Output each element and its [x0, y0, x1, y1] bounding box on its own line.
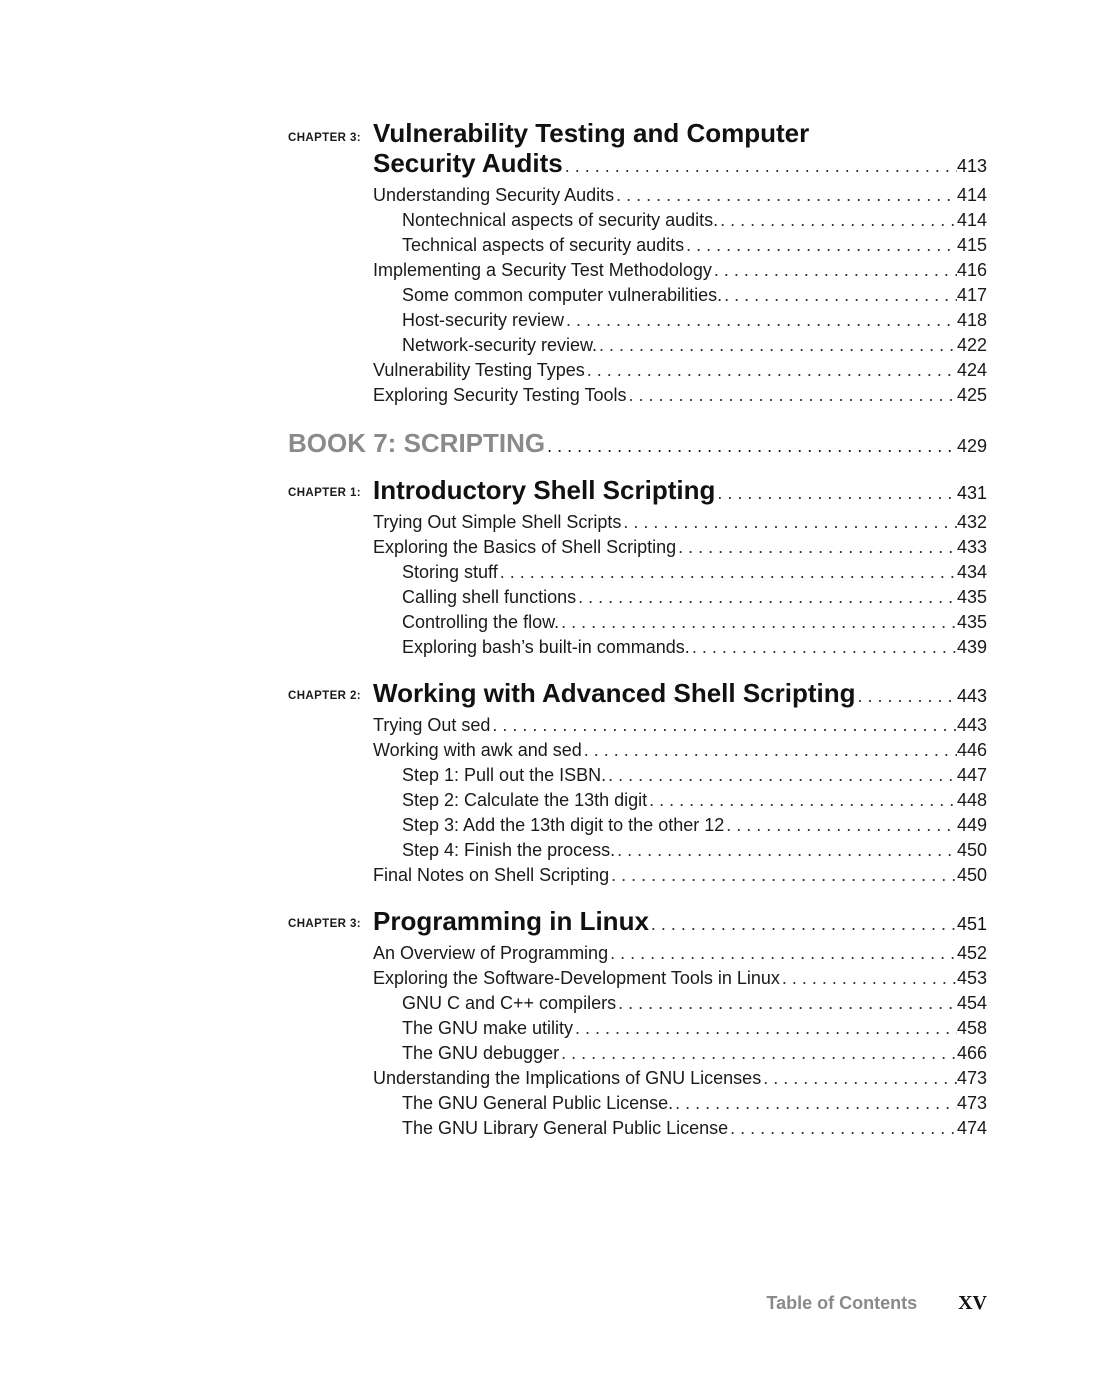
chapter-title-title: Programming in Linux [373, 906, 649, 936]
toc-section-entry[interactable] [373, 535, 987, 560]
chapter-title-page-number: 431 [956, 483, 987, 503]
toc-section-entry-page-number: 452 [956, 943, 987, 963]
toc-section-entry-page-number: 433 [956, 537, 987, 557]
toc-subsection-entry-page-number: 417 [956, 285, 987, 305]
book-heading-page-number: 429 [956, 436, 987, 456]
toc-subsection-entry[interactable] [402, 283, 987, 308]
chapter-title-wrap [373, 118, 987, 181]
dot-leader [498, 560, 957, 585]
toc-subsection-entry-title: The GNU Library General Public License [402, 1118, 729, 1138]
dot-leader [582, 738, 957, 763]
chapter-entries [373, 941, 987, 1141]
dot-leader [626, 383, 956, 408]
dot-leader [616, 991, 957, 1016]
footer-page-number: XV [958, 1292, 987, 1314]
toc-subsection-entry-title: GNU C and C++ compilers [402, 993, 617, 1013]
chapter-title-title: Security Audits [373, 148, 563, 178]
toc-section-entry-title: Trying Out Simple Shell Scripts [373, 512, 622, 532]
toc-subsection-entry-title: Storing stuff [402, 562, 498, 582]
toc-subsection-entry[interactable] [402, 1116, 987, 1141]
toc-subsection-entry[interactable] [402, 991, 987, 1016]
toc-subsection-entry-page-number: 435 [956, 612, 987, 632]
toc-section-entry-title: Vulnerability Testing Types [373, 360, 585, 380]
toc-subsection-entry[interactable] [402, 333, 987, 358]
chapter-label: CHAPTER 2: [288, 690, 362, 702]
dot-leader [673, 1091, 957, 1116]
chapter-entries [373, 183, 987, 408]
chapter-title-title: Introductory Shell Scripting [373, 475, 716, 505]
toc-section-entry[interactable] [373, 383, 987, 408]
toc-subsection-entry[interactable] [402, 610, 987, 635]
toc-section-entry[interactable] [373, 863, 987, 888]
dot-leader [608, 941, 957, 966]
chapter-heading [288, 906, 987, 939]
toc-subsection-entry-title: The GNU General Public License. [402, 1093, 674, 1113]
chapter-heading [288, 118, 987, 181]
toc-section-entry-page-number: 425 [956, 385, 987, 405]
toc-subsection-entry-title: Nontechnical aspects of security audits. [402, 210, 719, 230]
chapter-title[interactable] [373, 678, 987, 711]
chapter-block [288, 678, 987, 888]
dot-leader [573, 1016, 957, 1041]
toc-subsection-entry-title: Technical aspects of security audits [402, 235, 685, 255]
toc-subsection-entry-page-number: 439 [956, 637, 987, 657]
toc-section-entry-title: An Overview of Programming [373, 943, 609, 963]
dot-leader [647, 788, 957, 813]
toc-subsection-entry[interactable] [402, 560, 987, 585]
toc-subsection-entry-page-number: 422 [956, 335, 987, 355]
dot-leader [780, 966, 957, 991]
toc-subsection-entry-title: Step 3: Add the 13th digit to the other 12 [402, 815, 725, 835]
dot-leader [563, 151, 957, 181]
chapter-title[interactable] [373, 906, 987, 939]
chapter-label: CHAPTER 1: [288, 487, 362, 499]
dot-leader [715, 478, 957, 508]
toc-subsection-entry-title: Network-security review. [402, 335, 598, 355]
dot-leader [585, 358, 957, 383]
toc-section-entry-title: Exploring the Software-Development Tools in Linux [373, 968, 780, 988]
dot-leader [609, 863, 957, 888]
dot-leader [684, 233, 957, 258]
toc-subsection-entry[interactable] [402, 233, 987, 258]
dot-leader [676, 535, 957, 560]
toc-subsection-entry-title: The GNU debugger [402, 1043, 560, 1063]
toc-subsection-entry-page-number: 414 [956, 210, 987, 230]
toc-section-entry-page-number: 432 [956, 512, 987, 532]
toc-subsection-entry-title: The GNU make utility [402, 1018, 574, 1038]
book-heading[interactable] [288, 428, 987, 461]
toc-section-entry[interactable] [373, 510, 987, 535]
toc-section-entry-page-number: 424 [956, 360, 987, 380]
chapter-title-wrap [373, 906, 987, 939]
toc-section-entry-page-number: 416 [956, 260, 987, 280]
chapter-title-wrap [373, 678, 987, 711]
toc-section-entry[interactable] [373, 258, 987, 283]
toc-section-entry-title: Implementing a Security Test Methodology [373, 260, 712, 280]
dot-leader [597, 333, 957, 358]
toc-subsection-entry[interactable] [402, 308, 987, 333]
toc-subsection-entry-page-number: 434 [956, 562, 987, 582]
table-of-contents [288, 118, 987, 1159]
toc-section-entry-page-number: 446 [956, 740, 987, 760]
toc-subsection-entry-title: Host-security review [402, 310, 565, 330]
toc-section-entry[interactable] [373, 738, 987, 763]
toc-section-entry-title: Understanding Security Audits [373, 185, 615, 205]
toc-subsection-entry-page-number: 449 [956, 815, 987, 835]
toc-subsection-entry-title: Step 1: Pull out the ISBN. [402, 765, 607, 785]
toc-subsection-entry-page-number: 474 [956, 1118, 987, 1138]
dot-leader [576, 585, 957, 610]
dot-leader [615, 838, 957, 863]
toc-subsection-entry[interactable] [402, 813, 987, 838]
dot-leader [490, 713, 957, 738]
dot-leader [621, 510, 957, 535]
chapter-title[interactable] [373, 475, 987, 508]
toc-subsection-entry-title: Exploring bash’s built-in commands. [402, 637, 690, 657]
dot-leader [856, 681, 957, 711]
chapter-title-line1: Vulnerability Testing and Computer [373, 118, 810, 148]
dot-leader [606, 763, 957, 788]
chapter-block [288, 906, 987, 1141]
toc-section-entry-title: Trying Out sed [373, 715, 491, 735]
dot-leader [722, 283, 957, 308]
chapter-title[interactable] [373, 148, 987, 181]
chapter-title-page-number: 413 [956, 156, 987, 176]
toc-subsection-entry-page-number: 415 [956, 235, 987, 255]
chapter-entries [373, 713, 987, 888]
dot-leader [724, 813, 957, 838]
footer-section-label: Table of Contents [766, 1293, 918, 1313]
toc-subsection-entry-page-number: 418 [956, 310, 987, 330]
dot-leader [718, 208, 957, 233]
page-footer [0, 1292, 987, 1315]
dot-leader [728, 1116, 957, 1141]
dot-leader [559, 610, 957, 635]
toc-section-entry-title: Exploring Security Testing Tools [373, 385, 627, 405]
toc-section-entry-page-number: 473 [956, 1068, 987, 1088]
chapter-label: CHAPTER 3: [288, 132, 362, 144]
toc-section-entry[interactable] [373, 183, 987, 208]
toc-subsection-entry[interactable] [402, 208, 987, 233]
toc-section-entry[interactable] [373, 358, 987, 383]
toc-subsection-entry-page-number: 435 [956, 587, 987, 607]
dot-leader [761, 1066, 957, 1091]
toc-section-entry[interactable] [373, 941, 987, 966]
toc-subsection-entry[interactable] [402, 635, 987, 660]
toc-subsection-entry-title: Controlling the flow. [402, 612, 560, 632]
toc-subsection-entry-title: Step 2: Calculate the 13th digit [402, 790, 648, 810]
book-heading-title: BOOK 7: SCRIPTING [288, 428, 546, 458]
toc-subsection-entry[interactable] [402, 1041, 987, 1066]
toc-subsection-entry-page-number: 447 [956, 765, 987, 785]
toc-subsection-entry[interactable] [402, 1016, 987, 1041]
dot-leader [649, 909, 957, 939]
toc-subsection-entry-title: Step 4: Finish the process. [402, 840, 616, 860]
toc-subsection-entry-page-number: 448 [956, 790, 987, 810]
dot-leader [712, 258, 957, 283]
toc-section-entry-page-number: 453 [956, 968, 987, 988]
chapter-title-wrap [373, 475, 987, 508]
toc-subsection-entry[interactable] [402, 763, 987, 788]
toc-section-entry-title: Working with awk and sed [373, 740, 582, 760]
toc-subsection-entry-page-number: 466 [956, 1043, 987, 1063]
toc-subsection-entry[interactable] [402, 585, 987, 610]
toc-subsection-entry-page-number: 454 [956, 993, 987, 1013]
toc-section-entry[interactable] [373, 1066, 987, 1091]
toc-subsection-entry-page-number: 458 [956, 1018, 987, 1038]
toc-section-entry-title: Understanding the Implications of GNU Licenses [373, 1068, 762, 1088]
dot-leader [690, 635, 957, 660]
toc-subsection-entry-page-number: 473 [956, 1093, 987, 1113]
toc-section-entry[interactable] [373, 966, 987, 991]
chapter-heading [288, 475, 987, 508]
chapter-block [288, 118, 987, 408]
chapter-label: CHAPTER 3: [288, 918, 362, 930]
toc-section-entry-page-number: 414 [956, 185, 987, 205]
toc-subsection-entry-title: Calling shell functions [402, 587, 577, 607]
toc-subsection-entry[interactable] [402, 1091, 987, 1116]
toc-section-entry-title: Exploring the Basics of Shell Scripting [373, 537, 677, 557]
toc-subsection-entry-title: Some common computer vulnerabilities. [402, 285, 723, 305]
toc-section-entry-page-number: 443 [956, 715, 987, 735]
toc-section-entry-title: Final Notes on Shell Scripting [373, 865, 610, 885]
chapter-heading [288, 678, 987, 711]
dot-leader [564, 308, 957, 333]
dot-leader [614, 183, 957, 208]
dot-leader [545, 431, 957, 461]
chapter-title-page-number: 443 [956, 686, 987, 706]
toc-subsection-entry[interactable] [402, 788, 987, 813]
toc-subsection-entry[interactable] [402, 838, 987, 863]
toc-section-entry[interactable] [373, 713, 987, 738]
chapter-block [288, 475, 987, 660]
chapter-entries [373, 510, 987, 660]
toc-section-entry-page-number: 450 [956, 865, 987, 885]
dot-leader [559, 1041, 957, 1066]
chapter-title-title: Working with Advanced Shell Scripting [373, 678, 856, 708]
toc-subsection-entry-page-number: 450 [956, 840, 987, 860]
chapter-title-page-number: 451 [956, 914, 987, 934]
